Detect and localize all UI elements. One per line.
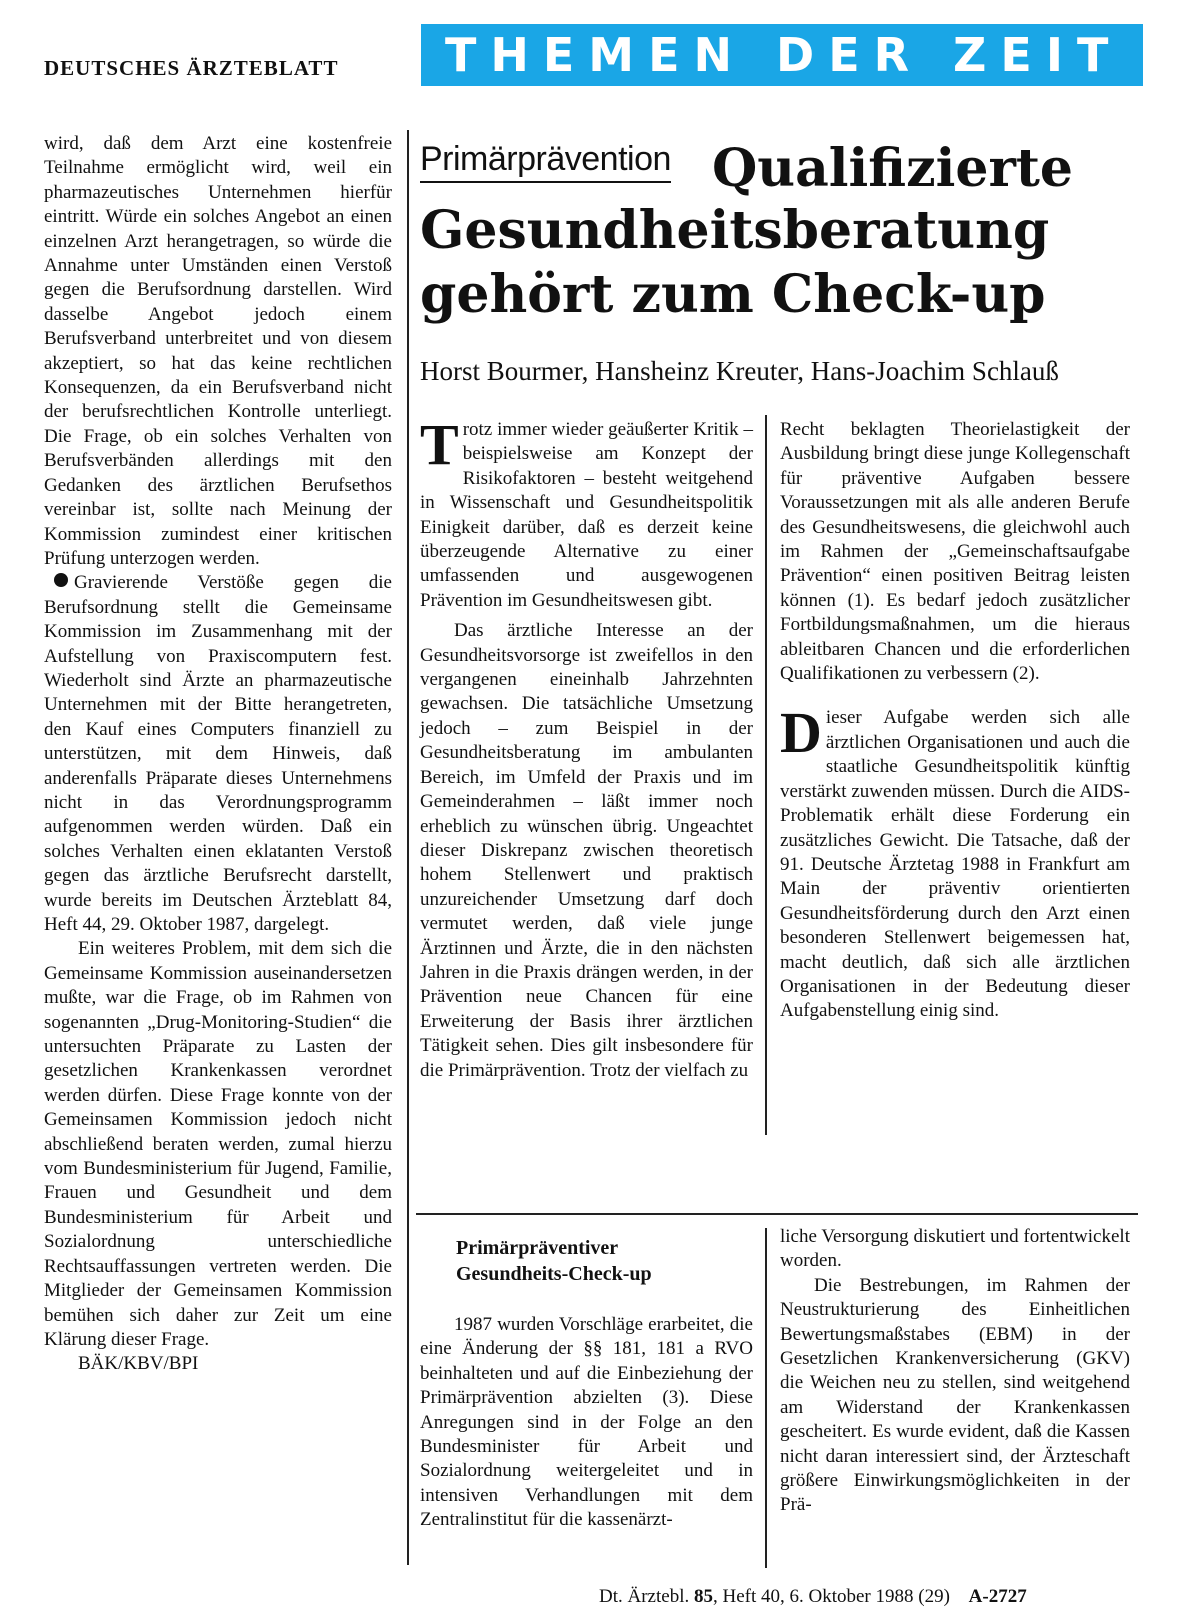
left-paragraph-2 [44, 571, 392, 937]
dropcap-d: D [780, 700, 822, 766]
right-paragraph-2-text: ieser Aufgabe werden sich alle ärztlichen Organisationen und auch die staatliche Gesundheitspolitik künftig verstärkt zuwenden müssen. Durch die AIDS-Problematik erhält diese Forderung ein zusätzliches Gewicht. Die Tatsache, daß der 91. Deutsche Ärztetag 1988 in Frankfurt am Main der präventiv orientierten Gesundheitsförderung durch den Arzt einen besonderen Stellenwert beigemessen hat, macht deutlich, daß sich alle ärztlichen Organisationen in der Bedeutung dieser Aufgabenstellung einig sind. [780, 707, 1130, 1022]
footer-page-number: A-2727 [968, 1586, 1027, 1607]
article-title-line-2: Gesundheitsberatung [420, 200, 1050, 261]
right-paragraph-2 [780, 700, 1130, 1023]
right-column [780, 418, 1130, 1024]
box-left-paragraph: 1987 wurden Vorschläge erarbeitet, die eine Änderung der §§ 181, 181 a RVO beinhalteten und auf die Einbeziehung der Primärprävention abzielten (3). Diese Anregungen sind in der Folge an den Bundesminister für Arbeit und Sozialordnung weitergeleitet und in intensiven Verhandlungen mit dem Zentralinstitut für die kassenärzt- [420, 1314, 753, 1531]
left-paragraph-2-text: Gravierende Verstöße gegen die Berufsordnung stellt die Gemeinsame Kommission im Zusammenhang mit der Aufstellung von Praxiscomputern fest. Wiederholt sind Ärzte an pharmazeutische Unternehmen mit der Bitte herangetreten, den Kauf eines Computers finanziell zu unterstützen, mit dem Hinweis, daß anderenfalls Präparate dieses Unternehmens nicht in das Verordnungsprogramm aufgenommen werden würden. Daß ein solches Verhalten einen eklatanten Verstoß gegen das ärztliche Berufsrecht darstellt, wurde bereits im Deutschen Ärzteblatt 84, Heft 44, 29. Oktober 1987, dargelegt. [44, 572, 392, 935]
middle-paragraph-2: Das ärztliche Interesse an der Gesundheitsvorsorge ist zweifellos in den vergangenen eineinhalb Jahrzehnten gewachsen. Die tatsächliche Umsetzung jedoch – zum Beispiel in der Gesundheitsberatung im ambulanten Bereich, im Umfeld der Praxis und im Gemeinderahmen – läßt immer noch erheblich zu wünschen übrig. Ungeachtet dieser Diskrepanz zwischen theoretisch hohem Stellenwert und praktisch unzureichender Umsetzung darf doch vermutet werden, daß viele junge Ärztinnen und Ärzte, die in den nächsten Jahren in die Praxis drängen werden, in der Prävention neue Chancen für eine Erweiterung der Basis ihrer ärztlichen Tätigkeit sehen. Dies gilt insbesondere für die Primärprävention. Trotz der vielfach zu [420, 620, 753, 1081]
article-authors: Horst Bourmer, Hansheinz Kreuter, Hans-Joachim Schlauß [420, 356, 1059, 386]
box-top-rule [416, 1213, 1138, 1215]
column-divider-box [765, 1228, 767, 1568]
bullet-icon [54, 573, 68, 587]
article-kicker: Primärprävention [420, 140, 671, 183]
section-banner: THEMEN DER ZEIT [421, 24, 1143, 86]
box-title-line-2: Gesundheits-Check-up [456, 1263, 652, 1285]
column-divider-left [407, 130, 409, 1565]
box-title [420, 1235, 753, 1287]
article-title-line-1: Qualifizierte [712, 138, 1073, 199]
box-left-column [420, 1235, 753, 1533]
column-divider-mid [765, 415, 767, 1135]
footer-volume: 85 [693, 1586, 713, 1607]
box-right-paragraph-2: Die Bestrebungen, im Rahmen der Neustrukturierung des Einheitlichen Bewertungsmaßstabes (EBM) in der Gesetzlichen Krankenversicherung (GKV) die Weichen neu zu stellen, sind weitgehend am Widerstand der Krankenkassen gescheitert. Es wurde evident, daß die Kassen nicht daran interessiert sind, der Ärzteschaft größere Einwirkungsmöglichkeiten in der Prä- [780, 1274, 1130, 1516]
dropcap-t: T [420, 412, 459, 477]
box-right-column [780, 1225, 1130, 1518]
box-right-paragraph-1: liche Versorgung diskutiert und fortentwickelt worden. [780, 1226, 1130, 1272]
signature: BÄK/KBV/BPI [78, 1353, 199, 1375]
middle-column [420, 412, 753, 1083]
footer-citation-prefix: Dt. Ärztebl. [599, 1586, 690, 1607]
middle-paragraph-1 [420, 412, 753, 613]
page-footer [599, 1586, 1027, 1608]
box-title-line-1: Primärpräventiver [456, 1237, 619, 1259]
journal-name: DEUTSCHES ÄRZTEBLATT [44, 56, 339, 80]
left-paragraph-3: Ein weiteres Problem, mit dem sich die Gemeinsame Kommission auseinandersetzen mußte, war die Frage, ob im Rahmen von sogenannten „Drug-Monitoring-Studien“ die untersuchten Präparate zu Lasten der gesetzlichen Krankenkassen verordnet werden dürfen. Diese Frage konnte von der Gemeinsamen Kommission jedoch nicht abschließend beraten werden, zumal hierzu vom Bundesministerium für Jugend, Familie, Frauen und Gesundheit und dem Bundesministerium für Arbeit und Sozialordnung unterschiedliche Rechtsauffassungen vertreten werden. Die Mitglieder der Gemeinsamen Kommission bemühen sich daher zur Zeit um eine Klärung dieser Frage. [44, 938, 392, 1350]
right-paragraph-1: Recht beklagten Theorielastigkeit der Ausbildung bringt diese junge Kollegenschaft für präventive Aufgaben bessere Voraussetzungen mit als alle anderen Berufe des Gesundheitswesens, die gleichwohl auch im Rahmen der „Gemeinschaftsaufgabe Prävention“ einen positiven Beitrag leisten können (1). Es bedarf jedoch zusätzlicher Fortbildungsmaßnahmen, um die hieraus ableitbaren Chancen und die erforderlichen Qualifikationen zu verbessern (2). [780, 419, 1130, 685]
left-column [44, 132, 392, 1377]
article-title-line-3: gehört zum Check-up [420, 264, 1046, 325]
footer-citation-rest: , Heft 40, 6. Oktober 1988 (29) [712, 1586, 950, 1607]
middle-paragraph-1-text: rotz immer wieder geäußerter Kritik – beispielsweise am Konzept der Risikofaktoren – besteht weitgehend in Wissenschaft und Gesundheitspolitik Einigkeit darüber, daß es derzeit keine überzeugende Alternative zu einer umfassenden und ausgewogenen Prävention im Gesundheitswesen gibt. [420, 419, 753, 611]
left-paragraph-1: wird, daß dem Arzt eine kostenfreie Teilnahme ermöglicht wird, weil ein pharmazeutisches Unternehmen hierfür eintritt. Würde ein solches Angebot an einen einzelnen Arzt herangetragen, so würde die Annahme unter Umständen einen Verstoß gegen die Berufsordnung darstellen. Wird dasselbe Angebot jedoch einem Berufsverband unterbreitet und von diesem akzeptiert, so hat das keine rechtlichen Konsequenzen, da ein Berufsverband nicht der berufsrechtlichen Kontrolle unterliegt. Die Frage, ob ein solches Verhalten von Berufsverbänden allerdings mit den Gedanken des ärztlichen Berufsethos vereinbar ist, sollte nach Meinung der Kommission zumindest einer kritischen Prüfung unterzogen werden. [44, 133, 392, 569]
